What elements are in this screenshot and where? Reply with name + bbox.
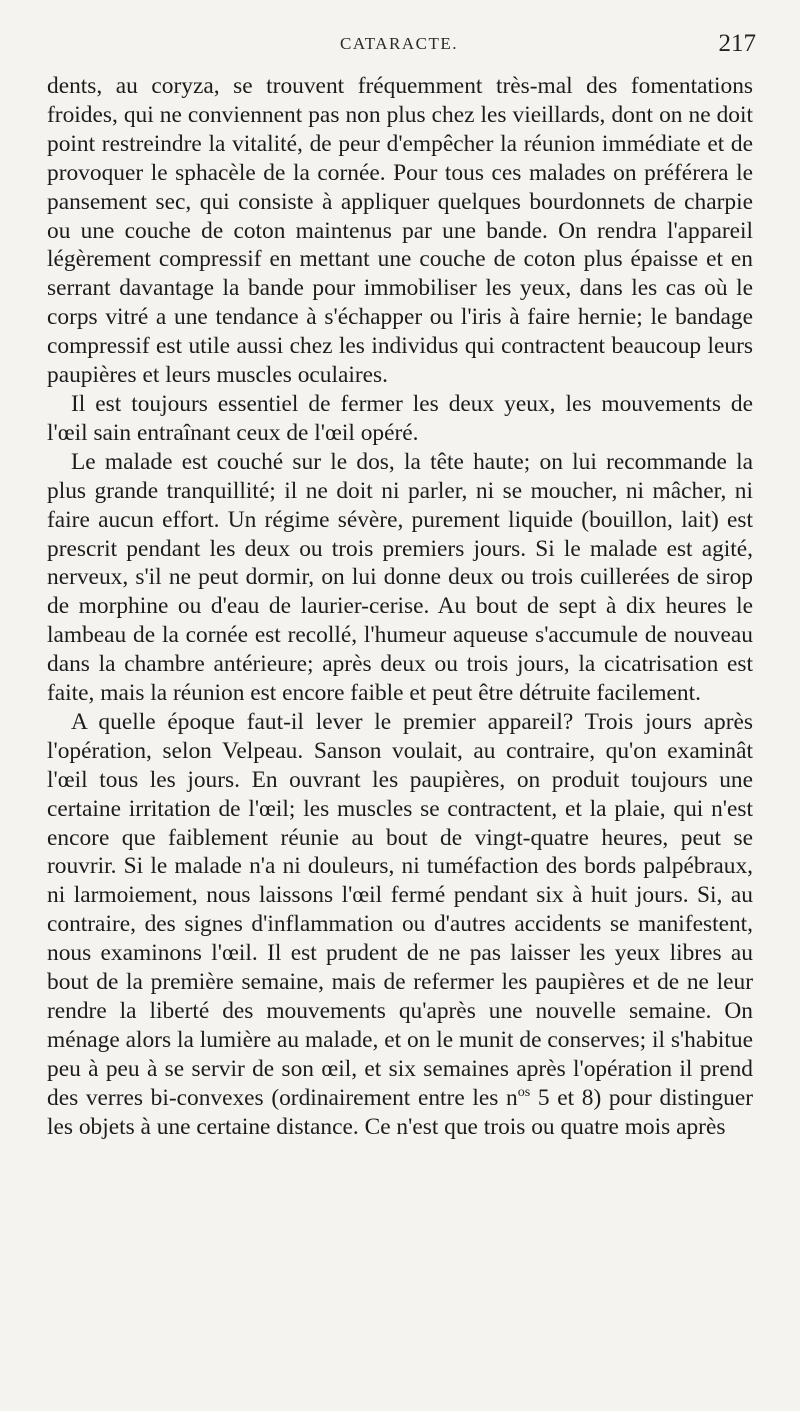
page-number: 217 (718, 30, 756, 57)
body-text (47, 72, 753, 1142)
paragraph-close-both-eyes: Il est toujours essentiel de fermer les deux yeux, les mouvements de l'œil sain entraînant ceux de l'œil opéré. (47, 390, 753, 446)
running-head (0, 30, 800, 64)
running-title: CATARACTE. (340, 34, 459, 53)
paragraph-first-dressing (47, 708, 753, 1142)
numero-superscript: os (517, 1083, 531, 1100)
paragraph-patient-care: Le malade est couché sur le dos, la tête haute; on lui recommande la plus grande tranquillité; il ne doit ni parler, ni se moucher, ni mâcher, ni faire aucun effort. Un régime sévère, purement liquide (bouillon, lait) est prescrit pendant les deux ou trois premiers jours. Si le malade est agité, nerveux, s'il ne peut dormir, on lui donne deux ou trois cuillerées de sirop de morphine ou d'eau de laurier-cerise. Au bout de sept à dix heures le lambeau de la cornée est recollé, l'humeur aqueuse s'accumule de nouveau dans la chambre antérieure; après deux ou trois jours, la cicatrisation est faite, mais la réunion est encore faible et peut être détruite facilement. (47, 448, 753, 707)
paragraph-continuation: dents, au coryza, se trouvent fréquemment très-mal des fomentations froides, qui ne conviennent pas non plus chez les vieillards, dont on ne doit point restreindre la vitalité, de peur d'empêcher la réunion immédiate et de provoquer le sphacèle de la cornée. Pour tous ces malades on préférera le pansement sec, qui consiste à appliquer quelques bourdonnets de charpie ou une couche de coton maintenus par une bande. On rendra l'appareil légèrement compressif en mettant une couche de coton plus épaisse et en serrant davantage la bande pour immobiliser les yeux, dans les cas où le corps vitré a une tendance à s'échapper ou l'iris à faire hernie; le bandage compressif est utile aussi chez les individus qui contractent beaucoup leurs paupières et leurs muscles oculaires. (47, 73, 753, 389)
paragraph-first-dressing-text: A quelle époque faut-il lever le premier appareil? Trois jours après l'opération, selon Velpeau. Sanson voulait, au contraire, qu'on examinât l'œil tous les jours. En ouvrant les paupières, on produit toujours une certaine irritation de l'œil; les muscles se contractent, et la plaie, qui n'est encore que faiblement réunie au bout de vingt-quatre heures, peut se rouvrir. Si le malade n'a ni douleurs, ni tuméfaction des bords palpébraux, ni larmoiement, nous laissons l'œil fermé pendant six à huit jours. Si, au contraire, des signes d'inflammation ou d'autres accidents se manifestent, nous examinons l'œil. Il est prudent de ne pas laisser les yeux libres au bout de la première semaine, mais de refermer les paupières et de ne leur rendre la liberté des mouvements qu'après une nouvelle semaine. On ménage alors la lumière au malade, et on le munit de conserves; il s'habitue peu à peu à se servir de son œil, et six semaines après l'opération il prend des verres bi-convexes (ordinairement entre les n (47, 708, 753, 1111)
paragraph-first-dressing-text-end: 5 et 8) pour distinguer les objets à une certaine distance. Ce n'est que trois ou quatre mois après (47, 1084, 753, 1140)
